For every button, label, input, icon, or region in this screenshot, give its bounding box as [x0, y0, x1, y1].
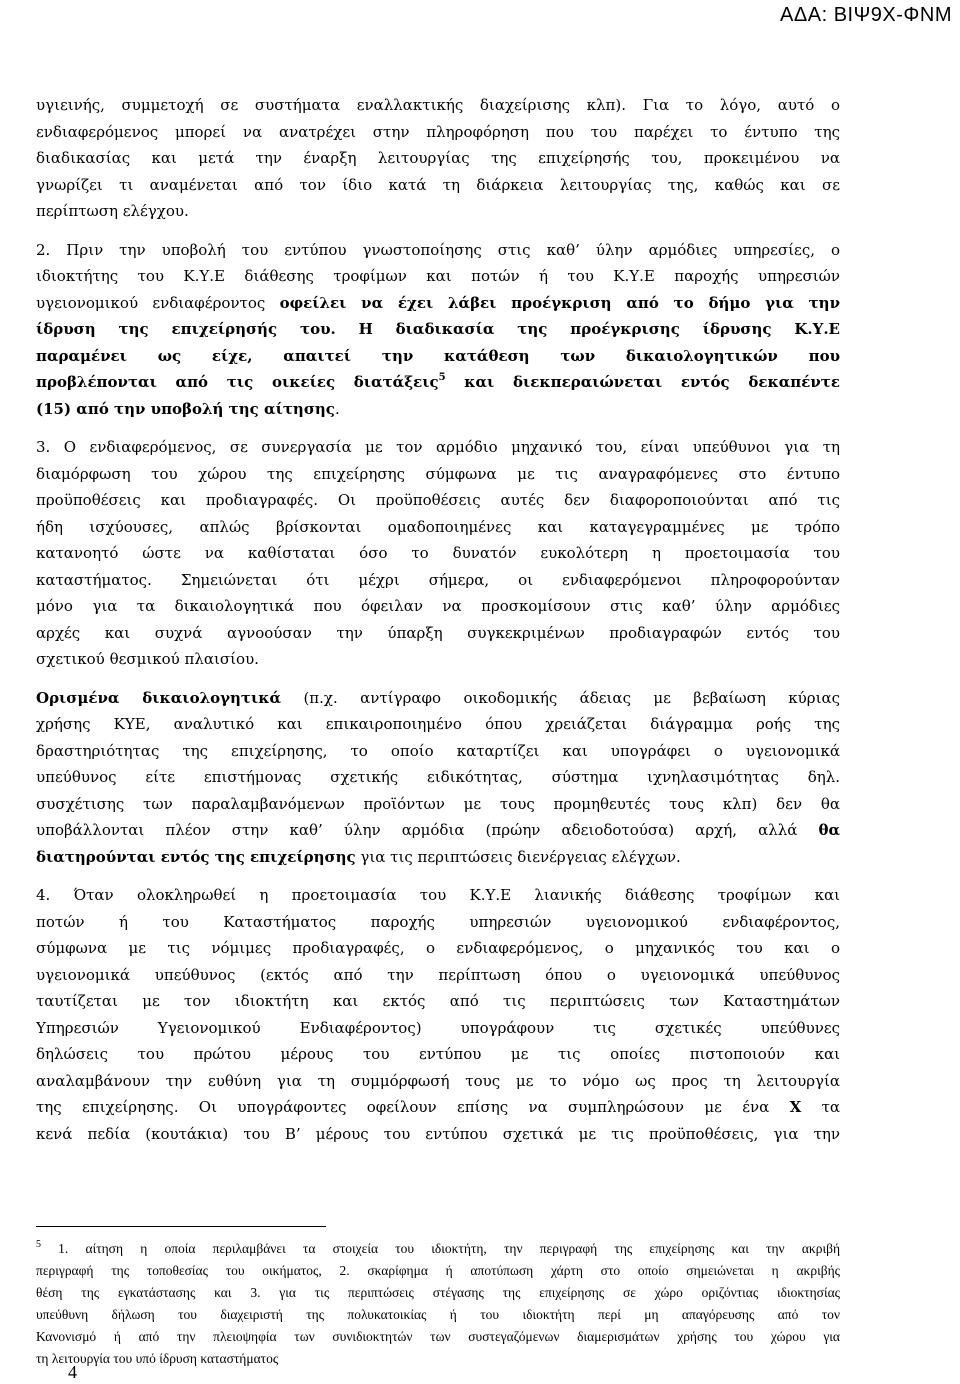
paragraph-3 [36, 434, 840, 673]
ada-code: ΑΔΑ: ΒΙΨ9Χ-ΦΝΜ [780, 4, 952, 26]
footnote-ref: 5 [438, 372, 446, 383]
text-line: μόνο για τα δικαιολογητικά που όφειλαν να προσκομίσουν στις καθ’ ύλην αρμόδιες [36, 597, 840, 615]
footnote-marker: 5 [36, 1239, 41, 1250]
text-line: Υπηρεσιών Υγειονομικού Ενδιαφέροντος) υπογράφουν τις σχετικές υπεύθυνες [36, 1018, 840, 1037]
text-line: κατανοητό ώστε να καθίσταται όσο το δυνατόν ευκολότερη η προετοιμασία του [36, 544, 840, 562]
text-line: ίδρυση της επιχείρησής του. Η διαδικασία της προέγκρισης ίδρυσης Κ.Υ.Ε [36, 320, 840, 338]
paragraph-1 [36, 92, 840, 225]
footnote [36, 1238, 840, 1370]
text-line: ενδιαφερόμενος μπορεί να ανατρέχει στην πληροφόρηση που του παρέχει το έντυπο της [36, 122, 840, 141]
page-number: 4 [68, 1362, 77, 1382]
text-line: διατηρούνται εντός της επιχείρησης για τις περιπτώσεις διενέργειας ελέγχων. [36, 847, 681, 866]
paragraph-2 [36, 237, 840, 423]
text-line: Ορισμένα δικαιολογητικά (π.χ. αντίγραφο οικοδομικής άδειας με βεβαίωση κύριας [36, 688, 840, 707]
text-line: χρήσης ΚΥΕ, αναλυτικό και επικαιροποιημένο όπου χρειάζεται διάγραμμα ροής της [36, 715, 840, 733]
footnote-separator [36, 1226, 326, 1227]
text-line: ήδη ισχύουσες, απλώς βρίσκονται ομαδοποιημένες και καταγεγραμμένες με τρόπο [36, 517, 840, 536]
text-line: συσχέτισης των παραλαμβανόμενων προϊόντων με τους προμηθευτές τους κλπ) δεν θα [36, 794, 840, 813]
text-line: διαμόρφωση του χώρου της επιχείρησης σύμφωνα με τις αναγραφόμενες στο έντυπο [36, 464, 840, 483]
text-line: αναλαμβάνουν την ευθύνη για τη συμμόρφωσή τους με το νόμο ως προς τη λειτουργία [36, 1071, 840, 1090]
text-line: υπεύθυνος είτε επιστήμονας σχετικής ειδικότητας, σύστημα ιχνηλασιμότητας δηλ. [36, 768, 840, 786]
text-line: της επιχείρησης. Οι υπογράφοντες οφείλουν επίσης να συμπληρώσουν με ένα Χ τα [36, 1098, 840, 1116]
text-line: ιδιοκτήτης του Κ.Υ.Ε διάθεσης τροφίμων και ποτών ή του Κ.Υ.Ε παροχής υπηρεσιών [36, 267, 840, 285]
text-line: (15) από την υποβολή της αίτησης. [36, 399, 340, 418]
text-line: υγειονομικά υπεύθυνος (εκτός από την περίπτωση όπου ο υγειονομικά υπεύθυνος [36, 965, 840, 984]
text-line: γνωρίζει τι αναμένεται από τον ίδιο κατά τη διάρκεια λειτουργίας της, καθώς και σε [36, 175, 840, 194]
paragraph-5 [36, 882, 840, 1147]
text-line: ταυτίζεται με τον ιδιοκτήτη και εκτός από τις περιπτώσεις των Καταστημάτων [36, 992, 840, 1010]
text-line: σχετικού θεσμικού πλαισίου. [36, 650, 259, 668]
footnote-line: περιγραφή της τοποθεσίας του οικήματος, 2. σκαρίφημα ή αποτύπωση χάρτη στο οποίο σημειώνεται η ακριβής [36, 1263, 840, 1278]
text-line: δραστηριότητας της επιχείρησης, το οποίο καταρτίζει και υπογράφει ο υγειονομικά [36, 741, 840, 760]
text-line: υγιεινής, συμμετοχή σε συστήματα εναλλακτικής διαχείρισης κλπ). Για το λόγο, αυτό ο [36, 96, 840, 114]
text-line: παραμένει ως είχε, απαιτεί την κατάθεση των δικαιολογητικών που [36, 346, 840, 365]
text-line: κενά πεδία (κουτάκια) του Β’ μέρους του εντύπου σχετικά με τις προϋποθέσεις, για την [36, 1124, 840, 1143]
footnote-line: τη λειτουργία του υπό ίδρυση καταστήματος [36, 1351, 279, 1366]
text-line: προβλέπονται από τις οικείες διατάξεις$^5$ και διεκπεραιώνεται εντός δεκαπέντε [36, 372, 840, 391]
text-line: προϋποθέσεις και προδιαγραφές. Οι προϋποθέσεις αυτές δεν διαφοροποιούνται από τις [36, 491, 840, 509]
text-line: διαδικασίας και μετά την έναρξη λειτουργίας της επιχείρησής του, προκειμένου να [36, 149, 840, 167]
paragraph-4 [36, 685, 840, 871]
footnote-line: υπεύθυνη δήλωση του διαχειριστή της πολυκατοικίας ή του ιδιοκτήτη περί μη απαγόρευσης από τον [36, 1307, 840, 1322]
text-line: 4. Όταν ολοκληρωθεί η προετοιμασία του Κ.Υ.Ε λιανικής διάθεσης τροφίμων και [36, 886, 840, 904]
document-body [36, 92, 840, 1147]
text-line: 3. Ο ενδιαφερόμενος, σε συνεργασία με τον αρμόδιο μηχανικό του, είναι υπεύθυνοι για τη [36, 438, 840, 456]
text-line: αρχές και συχνά αγνοούσαν την ύπαρξη συγκεκριμένων προδιαγραφών εντός του [36, 623, 840, 642]
text-line: περίπτωση ελέγχου. [36, 202, 189, 220]
text-line: καταστήματος. Σημειώνεται ότι μέχρι σήμερα, οι ενδιαφερόμενοι πληροφορούνταν [36, 570, 840, 589]
text-line: 2. Πριν την υποβολή του εντύπου γνωστοποίησης στις καθ’ ύλην αρμόδιες υπηρεσίες, ο [36, 240, 840, 259]
footnote-line: $^5$ 1. αίτηση η οποία περιλαμβάνει τα στοιχεία του ιδιοκτήτη, την περιγραφή της επιχείρησης και την ακριβή [36, 1239, 840, 1256]
footnote-line: θέση της εγκατάστασης και 3. για τις περιπτώσεις στέγασης της επιχείρησης σε χώρο οριζόντιας ιδιοκτησίας [36, 1285, 840, 1300]
text-line: υγειονομικού ενδιαφέροντος οφείλει να έχει λάβει προέγκριση από το δήμο για την [36, 293, 840, 312]
text-line: σύμφωνα με τις νόμιμες προδιαγραφές, ο ενδιαφερόμενος, ο μηχανικός του και ο [36, 939, 840, 957]
footnote-line: Κανονισμό ή από την πλειοψηφία των συνιδιοκτητών των συστεγαζόμενων διαμερισμάτων χρήσης του χώρου για [36, 1329, 840, 1344]
text-line: υποβάλλονται πλέον στην καθ’ ύλην αρμόδια (πρώην αδειοδοτούσα) αρχή, αλλά θα [36, 821, 840, 839]
text-line: ποτών ή του Καταστήματος παροχής υπηρεσιών υγειονομικού ενδιαφέροντος, [36, 912, 840, 931]
text-line: δηλώσεις του πρώτου μέρους του εντύπου με τις οποίες πιστοποιούν και [36, 1045, 840, 1063]
